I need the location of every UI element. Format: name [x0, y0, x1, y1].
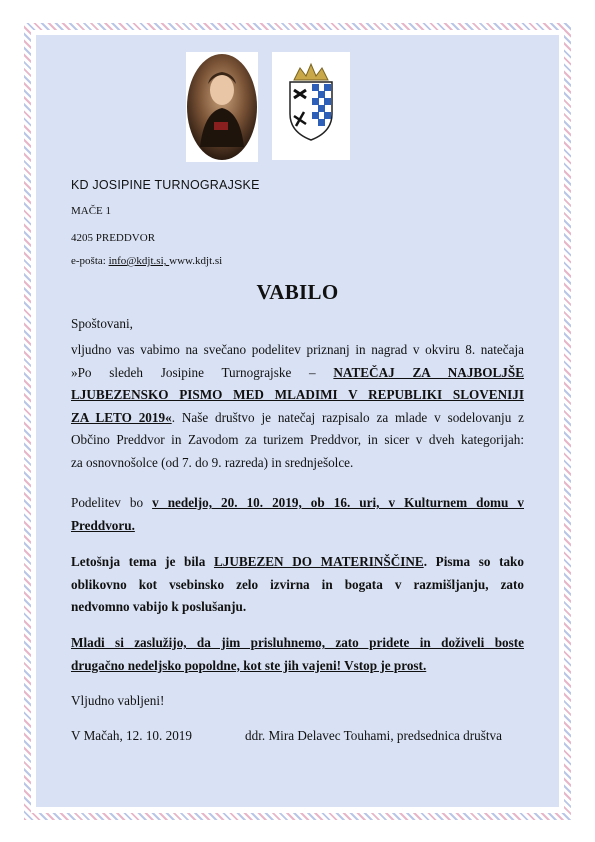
p1-line-4 [71, 407, 524, 430]
contest-name-part-2: LJUBEZENSKO PISMO MED MLADIMI V REPUBLIKI SLOVENIJI [71, 387, 524, 402]
p3-line-2: oblikovno kot vsebinsko zelo izvirna in bogata v razmišljanju, zato [71, 576, 524, 592]
p4-line-2: drugačno nedeljsko popoldne, kot ste jih vajeni! Vstop je prost. [71, 657, 427, 673]
p4-line-1: Mladi si zaslužijo, da jim prisluhnemo, zato pridete in doživeli boste [71, 635, 524, 650]
p1-line-5: Občino Preddvor in Zavodom za turizem Preddvor, in sicer v dveh kategorijah: [71, 432, 524, 447]
paragraph-event-details [71, 492, 524, 537]
paragraph-theme [71, 551, 524, 619]
paragraph-closing-invite [71, 632, 524, 677]
p3-line-3: nedvomno vabijo k poslušanju. [71, 599, 247, 614]
p1-line-6: za osnovnošolce (od 7. do 9. razreda) in srednješolce. [71, 454, 354, 470]
event-place-end: Preddvoru. [71, 517, 135, 533]
street-address: MAČE 1 [71, 205, 112, 217]
closing-greeting: Vljudno vabljeni! [71, 693, 165, 708]
portrait-image [186, 52, 258, 162]
p3-line-1-end: . Pisma so tako [423, 554, 524, 569]
contact-line [71, 255, 222, 267]
coat-of-arms-image [272, 52, 350, 160]
email-label: e-pošta: [71, 255, 109, 267]
contest-name-part-1: NATEČAJ ZA NAJBOLJŠE [333, 364, 524, 380]
email-link[interactable]: info@kdjt.si, [108, 255, 170, 267]
p3-line-1 [71, 551, 524, 574]
p3-intro: Letošnja tema je bila [71, 554, 214, 569]
contest-year: ZA LETO 2019« [71, 409, 172, 425]
website-link[interactable]: www.kdjt.si [169, 255, 223, 267]
signature: ddr. Mira Delavec Touhami, predsednica društva [245, 728, 503, 743]
p1-line-1: vljudno vas vabimo na svečano podelitev priznanj in nagrad v okviru 8. natečaja [71, 342, 524, 357]
theme-name: LJUBEZEN DO MATERINŠČINE [213, 554, 424, 569]
p1-line-2 [71, 362, 524, 385]
document-title: VABILO [256, 280, 339, 304]
postal-address: 4205 PREDDVOR [71, 232, 156, 244]
p1-line-2-text: »Po sledeh Josipine Turnograjske – [71, 364, 334, 380]
p2-line-1 [71, 492, 524, 515]
event-date-place: v nedeljo, 20. 10. 2019, ob 16. uri, v Kulturnem domu v [152, 495, 524, 510]
place-and-date: V Mačah, 12. 10. 2019 [71, 728, 192, 743]
p2-intro: Podelitev bo [71, 495, 153, 510]
paragraph-invitation [71, 339, 524, 474]
p1-line-4-text: . Naše društvo je natečaj razpisalo za mlade v sodelovanju z [171, 409, 525, 425]
greeting: Spoštovani, [71, 316, 133, 331]
organization-name: KD JOSIPINE TURNOGRAJSKE [71, 178, 260, 192]
